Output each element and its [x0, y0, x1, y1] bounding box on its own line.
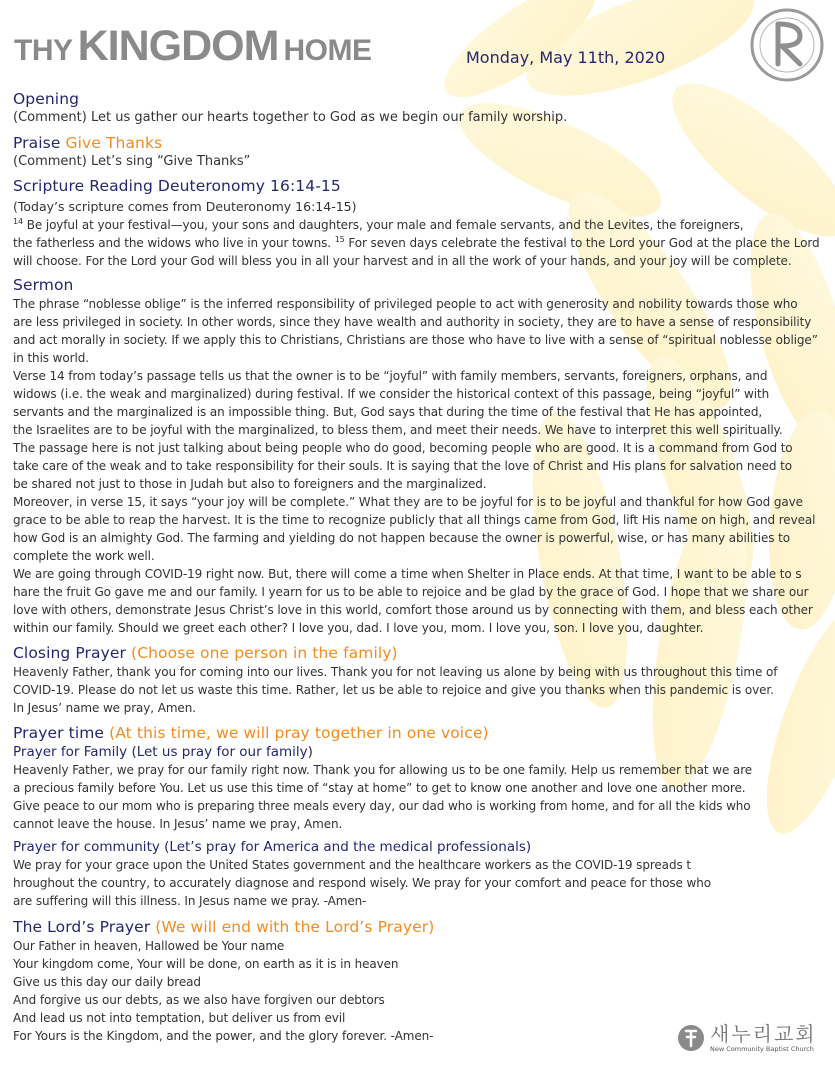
sermon-body — [13, 295, 833, 637]
praise-song-title: Give Thanks — [65, 134, 163, 152]
sermon-line: hare the fruit Go gave me and our family. I yearn for us to be able to rejoice and be glad by the grace of God. I hope that we share our — [13, 585, 809, 599]
sermon-line: and act morally in society. If we apply this to Christians, Christians are those who have to live with a sense of “spiritual noblesse oblige” — [13, 333, 818, 347]
sermon-line: love with others, demonstrate Jesus Christ’s love in this world, comfort those around us by connecting with them, and bless each other — [13, 603, 813, 617]
sermon-line: servants and the marginalized is an impossible thing. But, God says that during the time of the festival that He has appointed, — [13, 405, 763, 419]
prayer-family-line: cannot leave the house. In Jesus’ name we pray, Amen. — [13, 817, 343, 831]
lords-prayer-line: Your kingdom come, Your will be done, on earth as it is in heaven — [13, 957, 399, 971]
lords-prayer-line: And lead us not into temptation, but deliver us from evil — [13, 1011, 346, 1025]
closing-prayer-heading — [13, 644, 833, 663]
prayer-time-heading — [13, 724, 833, 743]
section-praise — [13, 134, 833, 171]
closing-prayer-note: (Choose one person in the family) — [131, 644, 398, 662]
page-header — [14, 22, 372, 71]
opening-text: (Comment) Let us gather our hearts together to God as we begin our family worship. — [13, 110, 568, 125]
scripture-verse-line-2 — [13, 234, 833, 252]
sermon-line: are less privileged in society. In other words, since they have wealth and authority in society, they are to have a sense of responsibility — [13, 315, 812, 329]
section-opening — [13, 90, 833, 127]
prayer-community-line: hroughout the country, to accurately diagnose and respond wisely. We pray for your comfort and peace for those who — [13, 876, 711, 890]
prayer-family-heading: Prayer for Family (Let us pray for our family) — [13, 744, 313, 760]
verse-15-text-a: For seven days celebrate the festival to the Lord your God at the place the Lord — [344, 236, 820, 250]
lords-prayer-line: And forgive us our debts, as we also have forgiven our debtors — [13, 993, 385, 1007]
sermon-heading: Sermon — [13, 276, 74, 294]
title-thy: THY — [14, 34, 73, 67]
church-name-english: New Community Baptist Church — [710, 1045, 814, 1053]
footer-church-logo — [676, 1023, 817, 1053]
prayer-time-label: Prayer time — [13, 724, 105, 742]
closing-prayer-line: Heavenly Father, thank you for coming into our lives. Thank you for not leaving us alone by being with us throughout this time of — [13, 665, 778, 679]
title-home: HOME — [283, 34, 372, 67]
praise-text: (Comment) Let’s sing “Give Thanks” — [13, 154, 251, 169]
title-kingdom: KINGDOM — [77, 22, 279, 70]
scripture-heading: Scripture Reading Deuteronomy 16:14-15 — [13, 177, 341, 195]
verse-15-number: 15 — [334, 235, 345, 244]
sermon-line: how God is an almighty God. The farming and yielding do not happen because the owner is powerful, wise, or has many abilities to — [13, 531, 791, 545]
sermon-line: in this world. — [13, 351, 89, 365]
prayer-time-note: (At this time, we will pray together in one voice) — [109, 724, 489, 742]
verse-14-text-b: the fatherless and the widows who live in your towns. — [13, 236, 331, 250]
section-prayer-time — [13, 724, 833, 910]
section-closing-prayer — [13, 644, 833, 717]
sermon-line: be shared not just to those in Judah but also to foreigners and the marginalized. — [13, 477, 487, 491]
scripture-verse-line-1 — [13, 216, 833, 234]
verse-14-text-a: Be joyful at your festival—you, your sons and daughters, your male and female servants, and the Levites, the foreigners, — [22, 218, 744, 232]
closing-prayer-line: COVID-19. Please do not let us waste this time. Rather, let us be able to rejoice and give you thanks when this pandemic is over. — [13, 683, 774, 697]
praise-heading — [13, 134, 833, 153]
opening-heading: Opening — [13, 90, 80, 108]
sermon-line: complete the work well. — [13, 549, 155, 563]
prayer-family-line: Give peace to our mom who is preparing three meals every day, our dad who is working from home, and for all the kids who — [13, 799, 751, 813]
sermon-line: The passage here is not just talking about being people who do good, becoming people who are good. It is a command from God to — [13, 441, 793, 455]
praise-label: Praise — [13, 134, 61, 152]
lords-prayer-line: For Yours is the Kingdom, and the power, and the glory forever. -Amen- — [13, 1029, 434, 1043]
prayer-family-line: Heavenly Father, we pray for our family right now. Thank you for allowing us to be one family. Help us remember that we are — [13, 763, 753, 777]
verse-14-number: 14 — [13, 217, 23, 226]
church-mark-icon — [676, 1023, 706, 1053]
sermon-line: Verse 14 from today’s passage tells us that the owner is to be “joyful” with family members, servants, foreigners, orphans, and — [13, 369, 768, 383]
lords-prayer-line: Give us this day our daily bread — [13, 975, 201, 989]
scripture-intro: (Today’s scripture comes from Deuteronomy 16:14-15) — [13, 199, 357, 214]
sermon-line: widows (i.e. the weak and marginalized) during festival. If we consider the historical context of this passage, being “joyful” with — [13, 387, 770, 401]
lords-prayer-heading — [13, 918, 833, 937]
page-date: Monday, May 11th, 2020 — [466, 48, 666, 67]
sermon-line: the Israelites are to be joyful with the marginalized, to bless them, and meet their needs. We have to interpret this well spiritually. — [13, 423, 783, 437]
prayer-community-line: We pray for your grace upon the United States government and the healthcare workers as the COVID-19 spreads t — [13, 858, 691, 872]
section-sermon — [13, 276, 833, 637]
prayer-community-line: are suffering will this illness. In Jesus name we pray. -Amen- — [13, 894, 367, 908]
closing-prayer-label: Closing Prayer — [13, 644, 127, 662]
section-scripture — [13, 177, 833, 270]
closing-prayer-line: In Jesus’ name we pray, Amen. — [13, 701, 196, 715]
lords-prayer-note: (We will end with the Lord’s Prayer) — [155, 918, 435, 936]
prayer-family-line: a precious family before You. Let us use this time of “stay at home” to get to know one another and love one another more. — [13, 781, 746, 795]
sermon-line: within our family. Should we greet each other? I love you, dad. I love you, mom. I love you, son. I love you, daughter. — [13, 621, 704, 635]
church-name-korean: 새누리교회 — [710, 1022, 817, 1046]
footer-church-name — [710, 1023, 817, 1053]
prayer-community-heading: Prayer for community (Let’s pray for America and the medical professionals) — [13, 839, 532, 855]
scripture-verse-line-3: will choose. For the Lord your God will bless you in all your harvest and in all the work of your hands, and your joy will be complete. — [13, 254, 792, 268]
sermon-line: grace to be able to reap the harvest. It is the time to recognize publicly that all things came from God, lift His name on high, and reveal — [13, 513, 816, 527]
worship-content — [13, 90, 833, 1045]
church-logo-icon — [748, 6, 826, 84]
sermon-line: We are going through COVID-19 right now. But, there will come a time when Shelter in Place ends. At that time, I want to be able to s — [13, 567, 802, 581]
sermon-line: The phrase “noblesse oblige” is the inferred responsibility of privileged people to act with generosity and nobility towards those who — [13, 297, 798, 311]
lords-prayer-label: The Lord’s Prayer — [13, 918, 151, 936]
sermon-line: take care of the weak and to take responsibility for their souls. It is saying that the love of Christ and His plans for salvation need to — [13, 459, 792, 473]
lords-prayer-line: Our Father in heaven, Hallowed be Your name — [13, 939, 285, 953]
sermon-line: Moreover, in verse 15, it says “your joy will be complete.” What they are to be joyful for is to be joyful and thankful for how God gave — [13, 495, 803, 509]
